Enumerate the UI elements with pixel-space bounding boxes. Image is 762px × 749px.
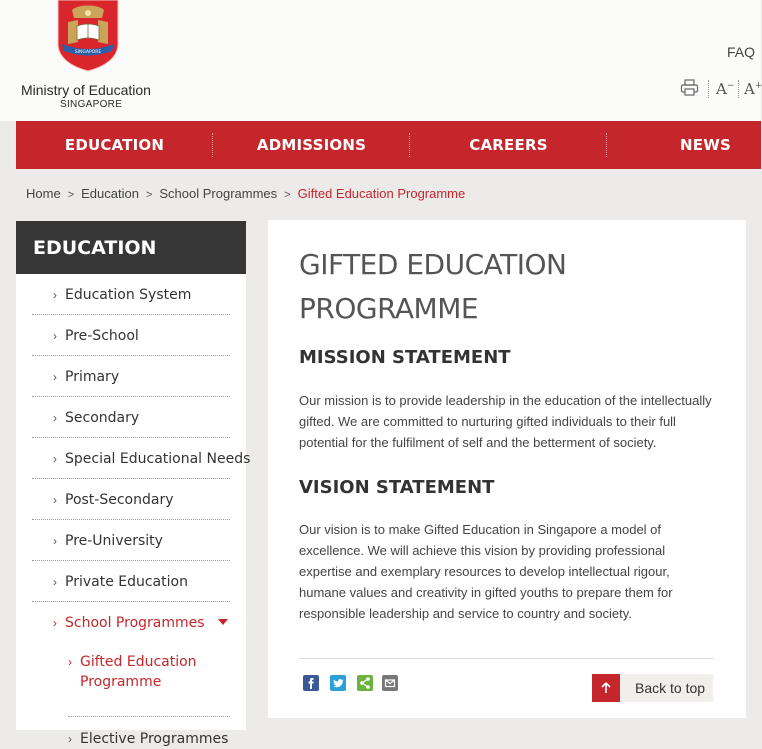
- breadcrumb-separator: >: [145, 189, 153, 201]
- content-divider: [299, 658, 714, 659]
- sidebar-item-label: School Programmes: [65, 615, 205, 631]
- sidebar-item-pre-university[interactable]: [32, 520, 230, 561]
- logo-subtitle: SINGAPORE: [60, 99, 123, 110]
- print-icon[interactable]: [680, 79, 699, 96]
- breadcrumb-school-programmes[interactable]: School Programmes: [159, 186, 278, 201]
- chevron-right-icon: ›: [53, 452, 57, 466]
- page-title: GIFTED EDUCATION PROGRAMME: [299, 248, 567, 325]
- back-to-top-button[interactable]: [592, 674, 713, 702]
- sidebar: [16, 221, 251, 747]
- plus-icon: +: [754, 81, 762, 91]
- arrow-up-icon: [592, 674, 620, 702]
- toolbar-separator: [738, 80, 739, 98]
- vision-heading: VISION STATEMENT: [299, 477, 495, 498]
- sidebar-subitem-elective-programmes[interactable]: [32, 717, 230, 749]
- email-icon[interactable]: [382, 675, 398, 691]
- mission-text: Our mission is to provide leadership in the education of the intellectually gifted. We are committed to nurturing gifted individuals to their full potential for the fulfilment of self and the betterment of society.: [299, 393, 712, 450]
- sidebar-item-label: Post-Secondary: [65, 492, 174, 508]
- sidebar-item-private-education[interactable]: [32, 561, 230, 602]
- sidebar-item-label: Education System: [65, 287, 192, 303]
- sidebar-item-label: Secondary: [65, 410, 140, 426]
- breadcrumb: [26, 186, 465, 201]
- breadcrumb-current: Gifted Education Programme: [297, 186, 466, 201]
- chevron-right-icon: ›: [53, 534, 57, 548]
- sidebar-subitem-label: Gifted Education Programme: [80, 654, 197, 690]
- sidebar-item-education-system[interactable]: [32, 274, 230, 315]
- chevron-right-icon: ›: [53, 411, 57, 425]
- moe-crest-logo[interactable]: [52, 0, 124, 72]
- back-to-top-label: Back to top: [635, 680, 706, 696]
- breadcrumb-separator: >: [284, 189, 291, 201]
- breadcrumb-home[interactable]: Home: [26, 186, 61, 201]
- facebook-icon[interactable]: [303, 675, 319, 691]
- nav-careers[interactable]: CAREERS: [410, 121, 607, 169]
- vision-text: Our vision is to make Gifted Education in Singapore a model of excellence. We will achieve this vision by providing professional expertise and exemplary resources to develop intellectual rigour, humane values and creativity in gifted youths to prepare them for responsible leadership and service to country and society.: [299, 522, 673, 621]
- faq-link[interactable]: FAQ: [727, 44, 756, 60]
- breadcrumb-separator: >: [67, 189, 75, 201]
- chevron-right-icon: ›: [68, 732, 72, 746]
- font-increase-button[interactable]: A+: [744, 80, 762, 98]
- main-content: [268, 220, 746, 718]
- sidebar-item-special-educational-needs[interactable]: [32, 438, 251, 479]
- sidebar-item-label: Private Education: [65, 574, 188, 590]
- sidebar-item-secondary[interactable]: [32, 397, 230, 438]
- nav-news[interactable]: NEWS: [680, 136, 731, 154]
- chevron-right-icon: ›: [53, 575, 57, 589]
- font-decrease-button[interactable]: A−: [716, 80, 735, 98]
- nav-education[interactable]: EDUCATION: [16, 121, 213, 169]
- sidebar-item-label: Pre-University: [65, 533, 163, 549]
- sidebar-item-primary[interactable]: [32, 356, 230, 397]
- toolbar-separator: [708, 80, 709, 98]
- chevron-right-icon: ›: [53, 616, 57, 630]
- sidebar-subitem-gifted-education[interactable]: [32, 643, 230, 717]
- nav-admissions[interactable]: ADMISSIONS: [213, 121, 410, 169]
- chevron-right-icon: ›: [53, 370, 57, 384]
- sidebar-item-school-programmes[interactable]: [32, 602, 230, 643]
- crest-banner-text: SINGAPORE: [74, 50, 102, 55]
- sidebar-heading: EDUCATION: [16, 221, 246, 274]
- minus-icon: −: [726, 81, 735, 91]
- caret-down-icon[interactable]: [218, 619, 228, 625]
- sidebar-subitem-label: Elective Programmes: [80, 731, 229, 747]
- twitter-icon[interactable]: [330, 675, 346, 691]
- breadcrumb-education[interactable]: Education: [81, 186, 139, 201]
- sidebar-item-label: Pre-School: [65, 328, 139, 344]
- sidebar-item-label: Special Educational Needs: [65, 451, 251, 467]
- chevron-right-icon: ›: [53, 288, 57, 302]
- sidebar-item-post-secondary[interactable]: [32, 479, 230, 520]
- sidebar-item-label: Primary: [65, 369, 120, 385]
- sidebar-item-pre-school[interactable]: [32, 315, 230, 356]
- share-icon[interactable]: [357, 675, 373, 691]
- chevron-right-icon: ›: [53, 493, 57, 507]
- main-nav: [16, 121, 761, 169]
- logo-title[interactable]: Ministry of Education: [21, 82, 151, 98]
- sidebar-list: [16, 274, 251, 749]
- chevron-right-icon: ›: [68, 655, 72, 669]
- mission-heading: MISSION STATEMENT: [299, 347, 511, 368]
- chevron-right-icon: ›: [53, 329, 57, 343]
